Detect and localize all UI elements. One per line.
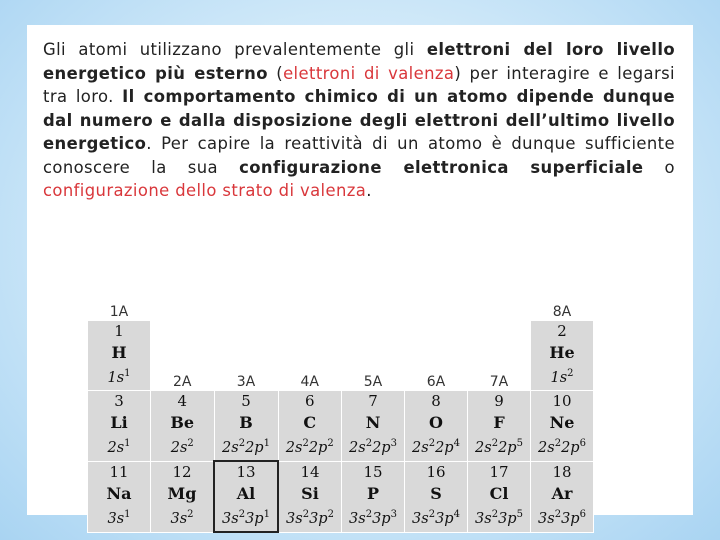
body-paragraph (43, 38, 675, 203)
electron-count: 4 (453, 438, 460, 449)
element-cell (88, 391, 151, 462)
orbital: 3p (498, 510, 517, 527)
element-symbol: Ne (549, 413, 575, 432)
element-symbol: He (549, 343, 575, 362)
electron-configuration (88, 363, 150, 389)
text-segment: . (366, 181, 372, 200)
orbital: 2s (349, 439, 366, 456)
electron-configuration (279, 504, 341, 530)
electron-count: 5 (516, 508, 523, 520)
electron-count: 1 (263, 509, 270, 520)
electron-count: 2 (428, 508, 436, 520)
electron-configuration (342, 433, 404, 459)
element-symbol: C (303, 413, 317, 432)
table-row (88, 461, 594, 532)
element-symbol: Mg (167, 483, 197, 503)
group-label: 1A (88, 251, 151, 321)
electron-configuration (405, 504, 467, 530)
element-symbol: Cl (489, 483, 509, 503)
electron-count: 2 (238, 438, 246, 449)
table-row (88, 391, 594, 462)
orbital: 2s (170, 439, 188, 456)
electron-configuration (531, 433, 593, 459)
orbital: 3p (372, 510, 391, 527)
electron-configuration (531, 504, 593, 530)
orbital: 2s (475, 439, 492, 456)
electron-count: 2 (365, 508, 373, 520)
electron-configuration (88, 504, 150, 530)
electron-configuration (215, 504, 277, 530)
atomic-number: 17 (489, 462, 509, 481)
bold-phrase: elettroni del loro livello energetico più esterno (43, 40, 675, 83)
orbital: 2p (498, 439, 517, 456)
electron-count: 2 (327, 438, 334, 449)
electron-count: 3 (390, 438, 397, 449)
empty-cell (151, 251, 215, 321)
element-symbol: Si (301, 483, 319, 503)
text-segment: . Per capire la reattività di un atomo è dunque sufficiente conoscere la sua (43, 134, 675, 177)
atomic-number: 11 (109, 462, 129, 481)
element-cell (531, 461, 594, 532)
element-symbol: S (430, 483, 442, 503)
table-row (88, 251, 594, 321)
orbital: 3s (286, 510, 303, 527)
text-segment: Gli atomi utilizzano prevalentemente gli (43, 40, 427, 59)
element-cell (531, 321, 594, 391)
element-cell (214, 461, 278, 532)
electron-configuration (215, 433, 278, 459)
electron-configuration (531, 363, 593, 389)
empty-cell (278, 251, 342, 321)
element-cell (214, 391, 278, 462)
element-cell (405, 461, 468, 532)
atomic-number: 5 (241, 392, 251, 410)
periodic-table-excerpt (87, 250, 594, 533)
orbital: 2p (308, 439, 328, 456)
group-label: 7A (468, 321, 531, 391)
group-label: 8A (531, 251, 594, 321)
atomic-number: 13 (236, 463, 256, 481)
element-cell (278, 461, 342, 532)
orbital: 2p (435, 439, 454, 456)
empty-cell (468, 251, 531, 321)
orbital: 2s (222, 439, 239, 456)
element-symbol: O (429, 413, 443, 432)
atomic-number: 12 (172, 462, 192, 481)
orbital: 3p (561, 510, 580, 527)
highlighted-term: configurazione dello strato di valenza (43, 181, 367, 200)
empty-cell (214, 251, 278, 321)
electron-configuration (468, 433, 530, 459)
element-cell (405, 391, 468, 462)
orbital: 3p (245, 510, 264, 527)
orbital: 1s (550, 369, 568, 386)
highlighted-term: elettroni di valenza (283, 63, 455, 83)
electron-count: 6 (579, 438, 586, 449)
element-cell (468, 461, 531, 532)
atomic-number: 4 (177, 392, 188, 410)
orbital: 2p (372, 439, 391, 456)
element-symbol: F (493, 413, 505, 432)
electron-count: 4 (453, 508, 460, 520)
element-symbol: P (366, 483, 380, 503)
electron-count: 1 (124, 508, 131, 520)
atomic-number: 3 (114, 392, 124, 410)
orbital: 2s (538, 439, 555, 456)
orbital: 3p (435, 510, 454, 527)
group-label: 2A (151, 321, 215, 391)
orbital: 2s (412, 439, 429, 456)
electron-configuration (468, 504, 530, 530)
electron-configuration (88, 433, 150, 459)
element-symbol: Be (170, 413, 195, 432)
text-segment: o (643, 157, 675, 177)
electron-count: 2 (365, 438, 373, 449)
orbital: 2p (245, 439, 264, 456)
element-cell (88, 461, 151, 532)
electron-count: 2 (302, 438, 309, 449)
element-symbol: H (111, 343, 127, 362)
element-symbol: Ar (551, 483, 573, 503)
group-label: 6A (405, 321, 468, 391)
electron-count: 2 (554, 438, 562, 449)
atomic-number: 6 (304, 392, 315, 410)
bold-phrase: configurazione elettronica superficiale (239, 157, 644, 177)
element-cell (151, 391, 215, 462)
element-cell (278, 391, 342, 462)
electron-count: 2 (428, 438, 436, 449)
electron-count: 2 (302, 508, 310, 520)
atomic-number: 8 (431, 392, 441, 410)
orbital: 3p (309, 510, 328, 527)
element-symbol: B (239, 413, 253, 432)
electron-count: 1 (124, 438, 131, 449)
element-cell (342, 461, 405, 532)
table-row (88, 321, 594, 391)
electron-count: 5 (516, 438, 523, 449)
element-symbol: Na (106, 483, 132, 503)
orbital: 3s (538, 510, 555, 527)
atomic-number: 16 (426, 462, 446, 481)
group-label: 5A (342, 321, 405, 391)
orbital: 3s (475, 510, 492, 527)
group-label: 4A (278, 321, 342, 391)
electron-configuration (342, 504, 404, 530)
electron-count: 3 (390, 508, 397, 520)
element-symbol: Li (110, 413, 128, 432)
electron-count: 6 (579, 508, 586, 520)
group-label: 3A (214, 321, 278, 391)
element-cell (531, 391, 594, 462)
element-symbol: N (365, 413, 381, 432)
atomic-number: 9 (494, 392, 504, 410)
orbital: 3s (349, 510, 366, 527)
orbital: 3s (170, 510, 188, 527)
electron-count: 2 (327, 508, 334, 520)
text-segment: ) per interagire e legarsi tra loro. (43, 63, 675, 106)
orbital: 2s (107, 439, 125, 456)
element-cell (88, 321, 151, 391)
electron-count: 2 (554, 508, 562, 520)
element-symbol: Al (236, 484, 256, 503)
electron-count: 2 (187, 508, 194, 520)
atomic-number: 10 (552, 392, 572, 410)
atomic-number: 7 (368, 392, 378, 410)
electron-count: 2 (491, 438, 499, 449)
empty-cell (342, 251, 405, 321)
electron-count: 1 (263, 438, 270, 449)
orbital: 2s (285, 439, 303, 456)
electron-count: 1 (124, 368, 131, 379)
orbital: 3s (107, 510, 125, 527)
electron-configuration (151, 504, 213, 530)
element-cell (151, 461, 215, 532)
atomic-number: 15 (363, 462, 383, 481)
orbital: 3s (222, 510, 239, 527)
text-segment: ( (267, 63, 284, 83)
atomic-number: 18 (552, 462, 572, 481)
orbital: 3s (412, 510, 429, 527)
electron-count: 2 (187, 438, 194, 449)
electron-configuration (279, 433, 342, 459)
electron-count: 2 (567, 368, 574, 379)
atomic-number: 2 (557, 322, 567, 340)
atomic-number: 14 (300, 462, 320, 481)
atomic-number: 1 (114, 322, 124, 340)
electron-count: 2 (238, 509, 246, 520)
electron-configuration (151, 433, 214, 459)
bold-phrase: Il comportamento chimico di un atomo dipende dunque dal numero e dalla disposizione degli elettroni dell’ultimo livello energetico (43, 87, 675, 153)
orbital: 2p (561, 439, 580, 456)
element-cell (342, 391, 405, 462)
element-cell (468, 391, 531, 462)
empty-cell (405, 251, 468, 321)
orbital: 1s (107, 369, 125, 386)
electron-configuration (405, 433, 467, 459)
electron-count: 2 (491, 508, 499, 520)
